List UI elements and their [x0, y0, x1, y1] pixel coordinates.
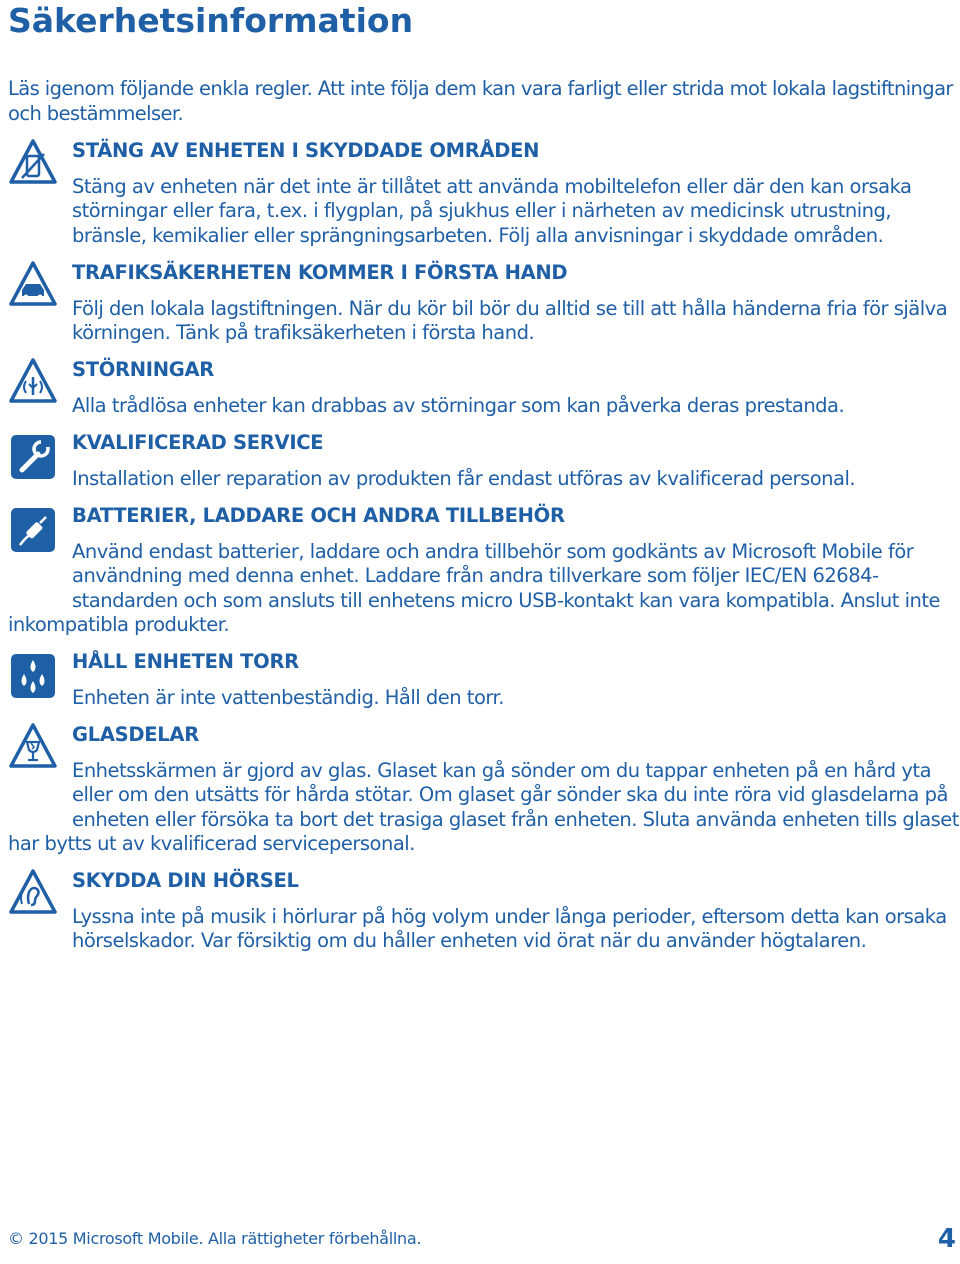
intro-text: Läs igenom följande enkla regler. Att inte följa dem kan vara farligt eller strida mot lokala lagstiftningar och bestämmelser.	[8, 77, 953, 125]
section-title: STÄNG AV ENHETEN I SKYDDADE OMRÅDEN	[72, 139, 540, 162]
page-title: Säkerhetsinformation	[8, 1, 414, 40]
section-body: Enhetsskärmen är gjord av glas. Glaset kan gå sönder om du tappar enheten på en hård yta eller om den utsätts för hårda stötar. Om glaset går sönder ska du inte röra vid glasdelarna på enheten eller försöka ta bort det trasiga glaset från enheten. Sluta använda enheten tills glaset har bytts ut av kvalificerad servicepersonal.	[8, 759, 959, 856]
section-body: Installation eller reparation av produkten får endast utföras av kvalificerad personal.	[72, 467, 856, 490]
section-body: Följ den lokala lagstiftningen. När du kör bil bör du alltid se till att hålla händerna fria för själva körningen. Tänk på trafiksäkerheten i första hand.	[72, 297, 948, 345]
section-title: TRAFIKSÄKERHETEN KOMMER I FÖRSTA HAND	[72, 261, 568, 284]
section-body: Lyssna inte på musik i hörlurar på hög volym under långa perioder, eftersom detta kan orsaka hörselskador. Var försiktig om du håller enheten vid örat när du använder högtalaren.	[72, 905, 947, 953]
page-number: 4	[937, 1224, 956, 1254]
section-body: Alla trådlösa enheter kan drabbas av störningar som kan påverka deras prestanda.	[72, 394, 845, 417]
section-title: KVALIFICERAD SERVICE	[72, 431, 324, 454]
section-body: Använd endast batterier, laddare och andra tillbehör som godkänts av Microsoft Mobile för användning med denna enhet. Laddare från andra tillverkare som följer IEC/EN 62684-standarden och som ansluts till enhetens micro USB-kontakt kan vara kompatibla. Anslut inte inkompatibla produkter.	[8, 540, 941, 637]
section-title: GLASDELAR	[72, 723, 199, 746]
section-title: STÖRNINGAR	[72, 358, 214, 381]
section-title: SKYDDA DIN HÖRSEL	[72, 869, 299, 892]
section-title: BATTERIER, LADDARE OCH ANDRA TILLBEHÖR	[72, 504, 565, 527]
section-title: HÅLL ENHETEN TORR	[72, 650, 299, 673]
section-body: Enheten är inte vattenbeständig. Håll den torr.	[72, 686, 504, 709]
footer-copyright: © 2015 Microsoft Mobile. Alla rättigheter förbehållna.	[8, 1229, 422, 1248]
section-body: Stäng av enheten när det inte är tillåtet att använda mobiltelefon eller där den kan orsaka störningar eller fara, t.ex. i flygplan, på sjukhus eller i närheten av medicinsk utrustning, bränsle, kemikalier eller sprängningsarbeten. Följ alla anvisningar i skyddade områden.	[72, 175, 912, 247]
